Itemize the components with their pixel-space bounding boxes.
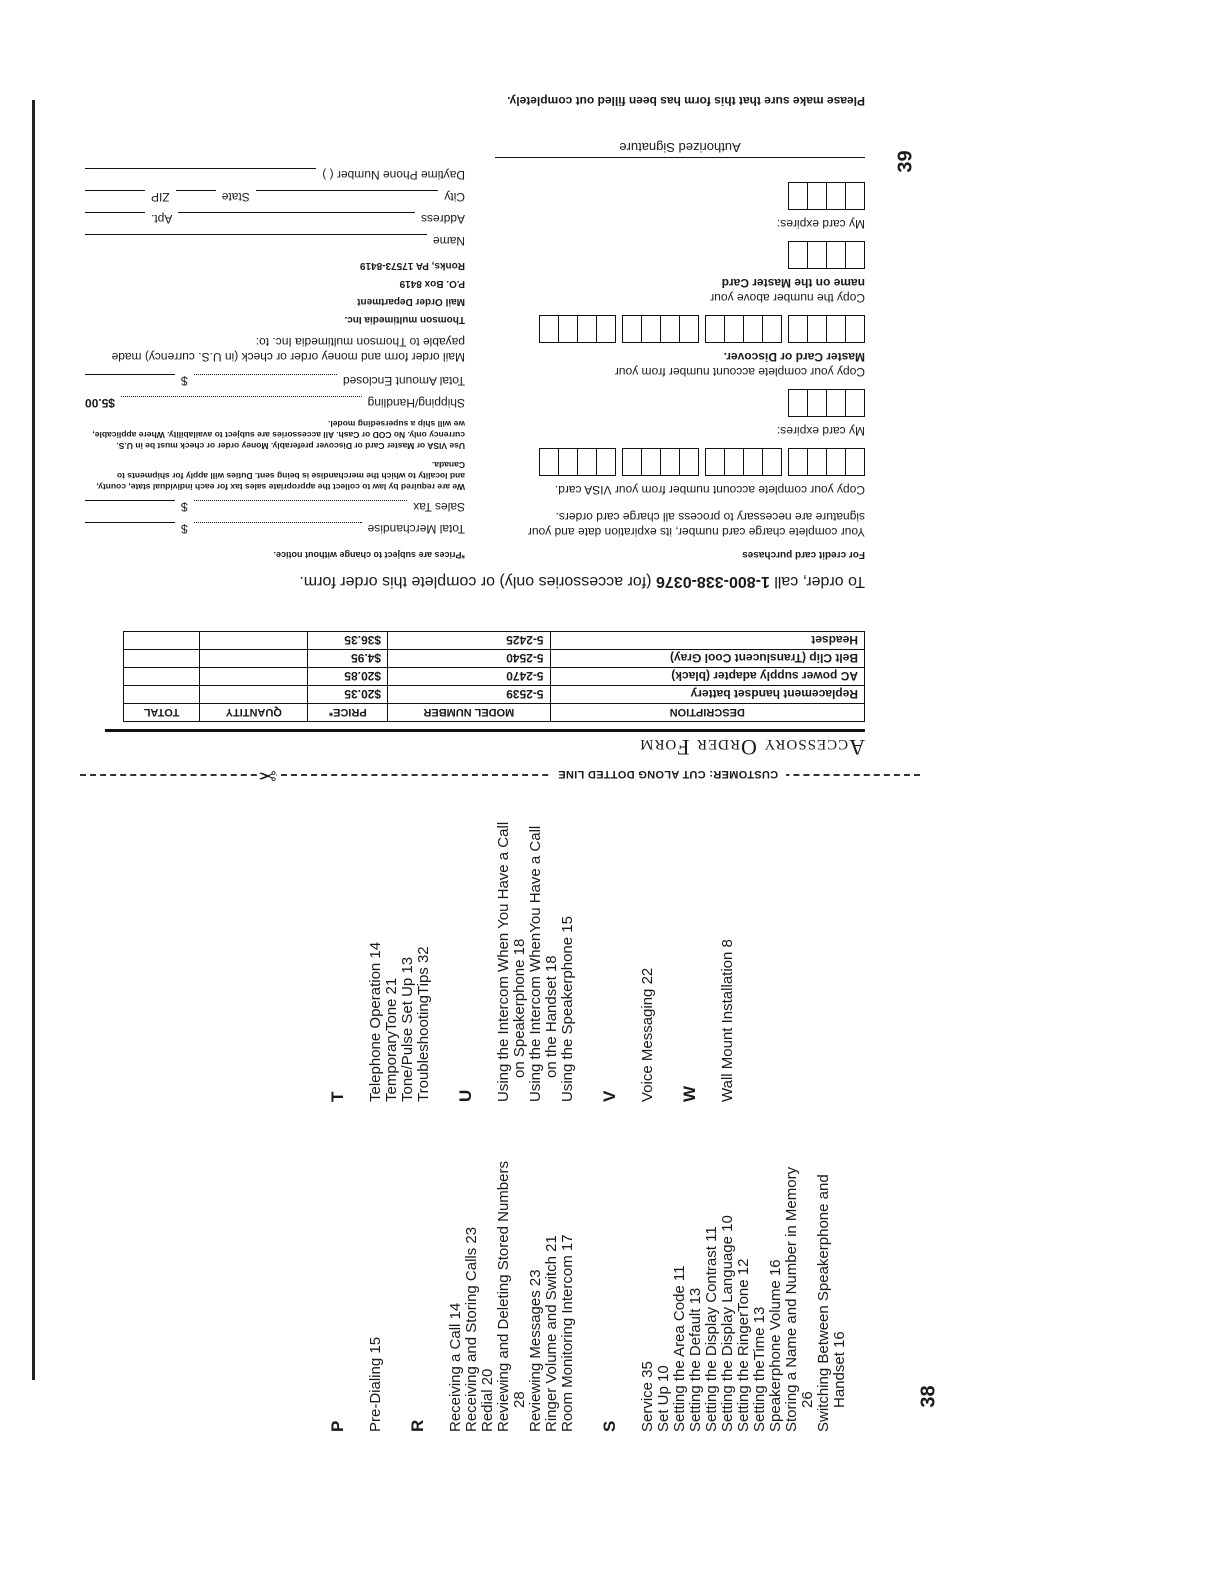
index-entry: Tone/Pulse Set Up 13 <box>399 956 416 1102</box>
mc-name-label: Copy the number above your name on the Master Card <box>710 276 865 305</box>
visa-expires-label: My card expires: <box>776 424 865 438</box>
table-cell-quantity[interactable] <box>200 686 308 704</box>
table-header: MODEL NUMBER <box>388 704 550 722</box>
index-group <box>602 1118 848 1432</box>
phone-field[interactable]: Daytime Phone Number ( ) <box>85 168 465 182</box>
index-entry: Storing a Name and Number in Memory <box>783 1166 800 1432</box>
index-entry: Voice Messaging 22 <box>639 967 656 1102</box>
mc-expires-label: My card expires: <box>776 217 865 231</box>
table-cell-quantity[interactable] <box>200 650 308 668</box>
index-entry: Wall Mount Installation 8 <box>719 939 736 1102</box>
index-entry: Setting the Area Code 11 <box>671 1265 688 1432</box>
table-cell-description: Replacement handset battery <box>550 686 864 704</box>
index-group <box>410 1118 576 1432</box>
index-entry: Telephone Operation 14 <box>367 941 384 1102</box>
index-letter: W <box>680 1085 699 1102</box>
visa-expiry-boxes[interactable] <box>495 389 865 417</box>
table-cell-model: 5-2470 <box>388 668 550 686</box>
index-entry: Receiving and Storing Calls 23 <box>463 1226 480 1432</box>
form-title: Accessory Order Form <box>105 729 865 760</box>
index-group <box>458 788 576 1102</box>
mc-label: Copy your complete account number from your Master Card or Discover. <box>614 350 865 379</box>
address-line: Mail Order Department <box>357 296 465 307</box>
cut-line-label: CUSTOMER: CUT ALONG DOTTED LINE <box>550 768 786 780</box>
page-edge <box>32 100 35 1380</box>
dashed-line <box>80 774 920 776</box>
table-cell-total[interactable] <box>124 668 200 686</box>
table-cell-total[interactable] <box>124 632 200 650</box>
payment-note: Use VISA or Master Card or Discover preferably. Money order or check must be in U.S. currency only. No COD or Cash. All accessories are subject to availability. Where applicable, we will ship a superseding model. <box>92 419 465 451</box>
cut-line <box>80 763 920 788</box>
index-column <box>330 780 870 1110</box>
index-entry: Speakerphone Volume 16 <box>767 1259 784 1432</box>
index-group <box>602 788 656 1102</box>
page-number-38: 38 <box>917 1385 940 1408</box>
table-header: DESCRIPTION <box>550 704 864 722</box>
shipping-field: Shipping/Handling $5.00 <box>85 396 465 410</box>
table-cell-model: 5-2539 <box>388 686 550 704</box>
index-columns <box>330 780 870 1440</box>
address-field[interactable]: Address Apt. <box>85 212 465 226</box>
index-entry: Service 35 <box>639 1361 656 1432</box>
name-field[interactable]: Name <box>85 234 465 248</box>
index-entry: Setting the Display Language 10 <box>719 1215 736 1432</box>
index-entry: Switching Between Speakerphone and <box>815 1174 832 1432</box>
signature-line[interactable]: Authorized Signature <box>495 140 865 158</box>
index-column <box>330 1110 870 1440</box>
table-cell-model: 5-2425 <box>388 632 550 650</box>
tax-note: We are required by law to collect the appropriate sales tax for each individual state, county, and locality to which the merchandise is being sent. Duties will apply for shipments to Canada. <box>96 460 465 492</box>
index-group <box>330 788 432 1102</box>
mail-note: Mail order form and money order or check (in U.S. currency) made payable to Thomson multimedia Inc. to: <box>111 335 465 364</box>
order-phone-number: 1-800-338-0376 <box>655 573 770 590</box>
table-cell-model: 5-2540 <box>388 650 550 668</box>
table-cell-price: $36.35 <box>308 632 388 650</box>
index-entry: Setting the Default 13 <box>687 1287 704 1432</box>
table-cell-price: $20.85 <box>308 668 388 686</box>
order-form-page <box>85 94 885 760</box>
table-row <box>124 668 865 686</box>
index-entry: 26 <box>799 1391 816 1408</box>
index-group <box>682 788 736 1102</box>
scissors-icon: ✂ <box>258 763 277 788</box>
table-header: PRICE* <box>308 704 388 722</box>
table-row <box>124 650 865 668</box>
total-enclosed-field[interactable]: Total Amount Enclosed $ <box>85 374 465 388</box>
total-merchandise-field[interactable]: Total Merchandise $ <box>85 522 465 536</box>
table-row <box>124 686 865 704</box>
order-call-line: To order, call 1-800-338-0376 (for accessories only) or complete this order form. <box>299 573 865 590</box>
totals-section <box>85 160 465 560</box>
visa-label: Copy your complete account number from your VISA card. <box>554 483 865 497</box>
page-number-39: 39 <box>894 150 917 173</box>
price-note: *Prices are subject to change without notice. <box>273 550 465 560</box>
index-page <box>330 780 870 1440</box>
complete-note: Please make sure that this form has been filled out completely. <box>507 94 865 108</box>
mc-expiry-boxes[interactable] <box>495 182 865 210</box>
city-field[interactable]: City State ZIP <box>85 190 465 204</box>
index-entry: Receiving a Call 14 <box>447 1302 464 1432</box>
table-cell-total[interactable] <box>124 686 200 704</box>
index-letter: P <box>328 1420 347 1432</box>
index-entry: Room Monitoring Intercom 17 <box>559 1234 576 1432</box>
index-group <box>330 1118 384 1432</box>
index-letter: U <box>456 1089 475 1102</box>
mc-code-boxes[interactable] <box>495 241 865 269</box>
table-cell-description: AC power supply adapter (black) <box>550 668 864 686</box>
table-cell-total[interactable] <box>124 650 200 668</box>
table-cell-price: $20.35 <box>308 686 388 704</box>
credit-intro: Your complete charge card number, its expiration date and your signature are necessary to process all charge card orders. <box>527 510 865 539</box>
index-entry: Setting the RingerTone 12 <box>735 1258 752 1432</box>
index-entry: TroubleshootingTips 32 <box>415 946 432 1102</box>
index-entry: Reviewing and Deleting Stored Numbers <box>495 1161 512 1432</box>
index-entry: Using the Intercom When You Have a Call <box>495 821 512 1102</box>
order-table <box>123 631 865 722</box>
address-line: Ronks, PA 17573-8419 <box>359 260 465 271</box>
index-entry: Setting theTime 13 <box>751 1306 768 1432</box>
visa-number-boxes[interactable] <box>495 448 865 476</box>
index-entry: Pre-Dialing 15 <box>367 1336 384 1432</box>
index-entry: on Speakerphone 18 <box>511 938 528 1078</box>
index-letter: S <box>600 1420 619 1432</box>
index-letter: V <box>600 1090 619 1102</box>
mc-number-boxes[interactable] <box>495 315 865 343</box>
index-entry: on the Handset 18 <box>543 955 560 1078</box>
shipping-value: $5.00 <box>85 396 116 410</box>
index-entry: Using the Speakerphone 15 <box>559 916 576 1102</box>
index-entry: Using the Intercom WhenYou Have a Call <box>527 825 544 1102</box>
address-line: Thomson multimedia Inc. <box>344 314 465 325</box>
index-entry: 28 <box>511 1391 528 1408</box>
table-header: QUANTITY <box>200 704 308 722</box>
index-entry: Ringer Volume and Switch 21 <box>543 1235 560 1432</box>
table-cell-quantity[interactable] <box>200 668 308 686</box>
table-cell-description: Belt Clip (Translucent Cool Gray) <box>550 650 864 668</box>
mailing-address <box>85 256 465 328</box>
address-line: P.O. Box 8419 <box>399 278 465 289</box>
index-entry: TemporaryTone 21 <box>383 977 400 1102</box>
table-header: TOTAL <box>124 704 200 722</box>
table-cell-price: $4.95 <box>308 650 388 668</box>
index-entry: Set Up 10 <box>655 1365 672 1432</box>
sales-tax-field[interactable]: Sales Tax $ <box>85 500 465 514</box>
index-letter: T <box>328 1091 347 1102</box>
credit-heading: For credit card purchases <box>742 549 865 560</box>
table-row <box>124 632 865 650</box>
table-cell-description: Headset <box>550 632 864 650</box>
index-letter: R <box>408 1419 427 1432</box>
index-entry: Redial 20 <box>479 1368 496 1432</box>
index-entry: Setting the Display Contrast 11 <box>703 1226 720 1432</box>
index-entry: Handset 16 <box>831 1331 848 1408</box>
credit-card-section <box>495 94 865 560</box>
table-cell-quantity[interactable] <box>200 632 308 650</box>
index-entry: Reviewing Messages 23 <box>527 1269 544 1432</box>
